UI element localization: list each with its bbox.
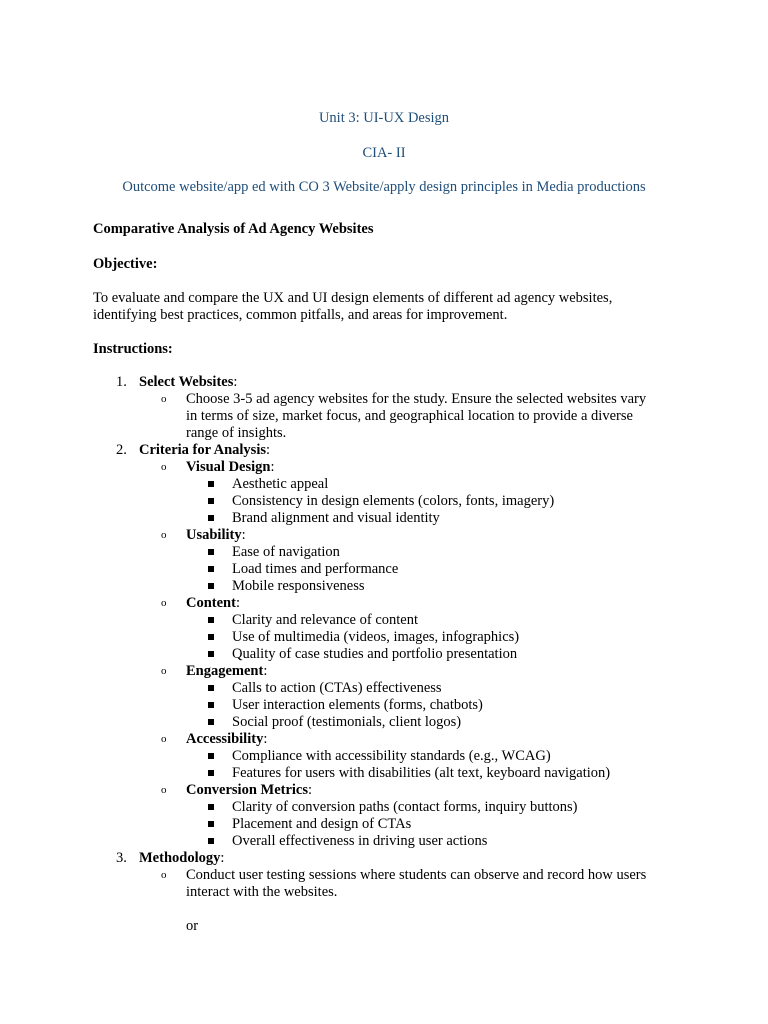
sub-bullet-marker: o — [161, 784, 167, 796]
sub-bullet-marker: o — [161, 393, 167, 405]
sub-heading-colon: : — [263, 663, 268, 679]
sub-heading-bold: Conversion Metrics — [186, 782, 309, 798]
item-colon: : — [266, 442, 271, 458]
square-bullet-marker — [208, 719, 214, 725]
sub-heading-colon: : — [263, 731, 268, 747]
bullet-text: Social proof (testimonials, client logos) — [232, 714, 462, 730]
sub-heading-accessibility — [186, 731, 267, 748]
sub-bullet-marker: o — [161, 597, 167, 609]
sub-heading-conversion-metrics — [186, 782, 312, 799]
list-label — [139, 442, 270, 459]
item-colon: : — [220, 850, 225, 866]
sub-heading-engagement — [186, 663, 267, 680]
bullet-text: Calls to action (CTAs) effectiveness — [232, 680, 442, 696]
list-number: 2. — [116, 442, 127, 458]
document-title: Comparative Analysis of Ad Agency Websites — [93, 221, 374, 237]
bullet-text: Ease of navigation — [232, 544, 340, 560]
square-bullet-marker — [208, 549, 214, 555]
list-number: 3. — [116, 850, 127, 866]
outcome-line: Outcome website/app ed with CO 3 Website/apply design principles in Media productions — [122, 179, 646, 195]
square-bullet-marker — [208, 498, 214, 504]
sub-heading-colon: : — [235, 595, 240, 611]
square-bullet-marker — [208, 566, 214, 572]
item-label-bold: Methodology — [139, 850, 221, 866]
square-bullet-marker — [208, 821, 214, 827]
list-number: 1. — [116, 374, 127, 390]
sub-heading-visual-design — [186, 459, 275, 476]
bullet-text: Overall effectiveness in driving user actions — [232, 833, 488, 849]
square-bullet-marker — [208, 481, 214, 487]
square-bullet-marker — [208, 515, 214, 521]
square-bullet-marker — [208, 702, 214, 708]
objective-heading: Objective: — [93, 256, 158, 272]
sub-bullet-marker: o — [161, 869, 167, 881]
list-label — [139, 374, 237, 391]
sub-heading-bold: Usability — [186, 527, 242, 543]
bullet-text: User interaction elements (forms, chatbots) — [232, 697, 483, 713]
list-label — [139, 850, 224, 867]
sub-item-text: Choose 3-5 ad agency websites for the study. Ensure the selected websites vary in terms of size, market focus, and geographical location to provide a diverse range of insights. — [186, 391, 647, 441]
sub-heading-content — [186, 595, 240, 612]
sub-heading-bold: Visual Design — [186, 459, 271, 475]
square-bullet-marker — [208, 617, 214, 623]
sub-bullet-marker: o — [161, 461, 167, 473]
instructions-heading: Instructions: — [93, 341, 173, 357]
square-bullet-marker — [208, 583, 214, 589]
square-bullet-marker — [208, 651, 214, 657]
square-bullet-marker — [208, 753, 214, 759]
bullet-text: Load times and performance — [232, 561, 399, 577]
sub-heading-bold: Content — [186, 595, 236, 611]
square-bullet-marker — [208, 804, 214, 810]
bullet-text: Brand alignment and visual identity — [232, 510, 440, 526]
item-label-bold: Select Websites — [139, 374, 234, 390]
bullet-text: Compliance with accessibility standards (e.g., WCAG) — [232, 748, 551, 764]
sub-heading-colon: : — [308, 782, 313, 798]
bullet-text: Quality of case studies and portfolio presentation — [232, 646, 518, 662]
bullet-text: Consistency in design elements (colors, fonts, imagery) — [232, 493, 555, 509]
square-bullet-marker — [208, 770, 214, 776]
sub-item-text: Conduct user testing sessions where students can observe and record how users interact with the websites. — [186, 867, 647, 900]
item-label-bold: Criteria for Analysis — [139, 442, 266, 458]
sub-bullet-marker: o — [161, 665, 167, 677]
bullet-text: Clarity and relevance of content — [232, 612, 419, 628]
square-bullet-marker — [208, 634, 214, 640]
square-bullet-marker — [208, 838, 214, 844]
bullet-text: Aesthetic appeal — [232, 476, 329, 492]
item-colon: : — [233, 374, 238, 390]
sub-heading-bold: Accessibility — [186, 731, 264, 747]
cia-label: CIA- II — [362, 145, 406, 161]
bullet-text: Use of multimedia (videos, images, infographics) — [232, 629, 520, 645]
sub-bullet-marker: o — [161, 529, 167, 541]
square-bullet-marker — [208, 685, 214, 691]
sub-heading-colon: : — [241, 527, 246, 543]
bullet-text: Features for users with disabilities (alt text, keyboard navigation) — [232, 765, 611, 781]
sub-heading-usability — [186, 527, 246, 544]
objective-text: To evaluate and compare the UX and UI design elements of different ad agency websites, identifying best practices, common pitfalls, and areas for improvement. — [93, 290, 613, 323]
sub-bullet-marker: o — [161, 733, 167, 745]
or-text: or — [186, 918, 199, 934]
bullet-text: Mobile responsiveness — [232, 578, 365, 594]
bullet-text: Placement and design of CTAs — [232, 816, 412, 832]
unit-title: Unit 3: UI-UX Design — [318, 110, 450, 126]
sub-heading-colon: : — [270, 459, 275, 475]
bullet-text: Clarity of conversion paths (contact forms, inquiry buttons) — [232, 799, 578, 815]
sub-heading-bold: Engagement — [186, 663, 264, 679]
